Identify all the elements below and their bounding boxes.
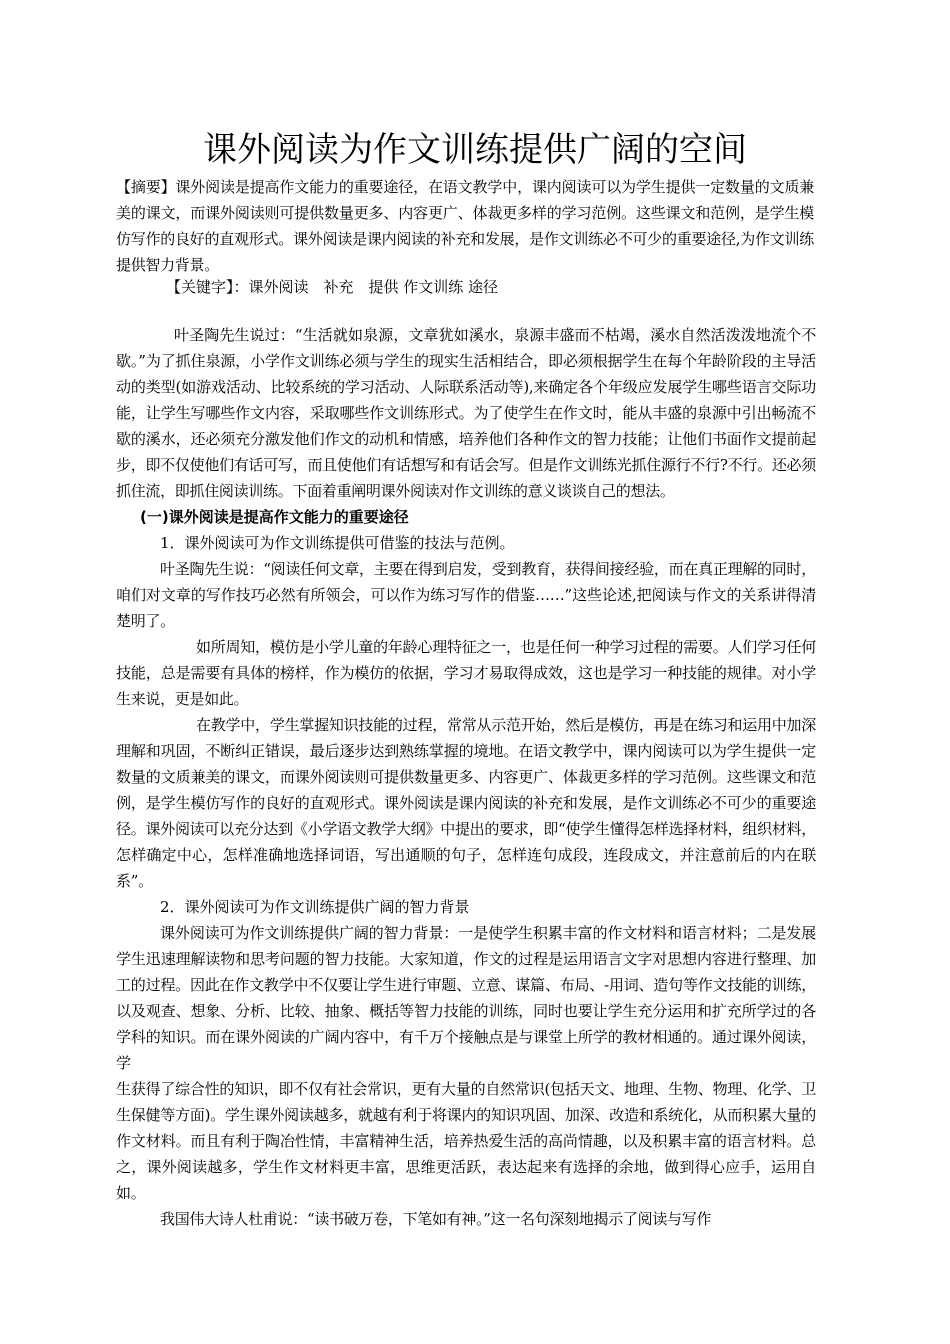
paragraph-quote: 叶圣陶先生说：“阅读任何文章，主要在得到启发，受到教育，获得间接经验，而在真正理解的同时，咱们对文章的写作技巧必然有所领会，可以作为练习写作的借鉴……”这些论述,把阅读与作文的关系讲得清楚明了。 [116, 560, 816, 630]
keywords: 【关键字】：课外阅读 补充 提供 作文训练 途径 [166, 278, 499, 296]
paragraph-intro: 叶圣陶先生说过：“生活就如泉源，文章犹如溪水，泉源丰盛而不枯竭，溪水自然活泼泼地流个不歇。”为了抓住泉源，小学作文训练必须与学生的现实生活相结合，即必须根据学生在每个年龄阶段的主导活动的类型(如游戏活动、比较系统的学习活动、人际联系活动等),来确定各个年级应发展学生哪些语言交际功能，让学生写哪些作文内容，采取哪些作文训练形式。为了使学生在作文时，能从丰盛的泉源中引出畅流不歇的溪水，还必须充分激发他们作文的动机和情感，培养他们各种作文的智力技能；让他们书面作文提前起步，即不仅使他们有话可写，而且使他们有话想写和有话会写。但是作文训练光抓住源行不行?不行。还必须抓住流，即抓住阅读训练。下面着重阐明课外阅读对作文训练的意义谈谈自己的想法。 [116, 326, 816, 500]
section-heading-1: (一)课外阅读是提高作文能力的重要途径 [140, 508, 409, 526]
abstract-text: 【摘要】课外阅读是提高作文能力的重要途径，在语文教学中，课内阅读可以为学生提供一定数量的文质兼美的课文，而课外阅读则可提供数量更多、内容更广、体裁更多样的学习范例。这些课文和范例，是学生模仿写作的良好的直观形式。课外阅读是课内阅读的补充和发展，是作文训练必不可少的重要途径,为作文训练提供智力背景。 [116, 178, 814, 274]
subsection-heading-2: 2．课外阅读可为作文训练提供广阔的智力背景 [160, 898, 470, 916]
page-title: 课外阅读为作文训练提供广阔的空间 [203, 130, 747, 170]
paragraph-teaching: 在教学中，学生掌握知识技能的过程，常常从示范开始，然后是模仿，再是在练习和运用中加深理解和巩固，不断纠正错误，最后逐步达到熟练掌握的境地。在语文教学中，课内阅读可以为学生提供一定数量的文质兼美的课文，而课外阅读则可提供数量更多、内容更广、体裁更多样的学习范例。这些课文和范例，是学生模仿写作的良好的直观形式。课外阅读是课内阅读的补充和发展，是作文训练必不可少的重要途径。课外阅读可以充分达到《小学语文教学大纲》中提出的要求，即“使学生懂得怎样选择材料，组织材料，怎样确定中心，怎样准确地选择词语，写出通顺的句子，怎样连句成段，连段成文，并注意前后的内在联系”。 [116, 716, 816, 890]
subsection-heading-1: 1．课外阅读可为作文训练提供可借鉴的技法与范例。 [160, 534, 515, 552]
abstract [116, 174, 814, 278]
article-body [116, 322, 816, 1232]
paragraph-background: 课外阅读可为作文训练提供广阔的智力背景：一是使学生积累丰富的作文材料和语言材料；二是发展学生迅速理解读物和思考问题的智力技能。大家知道，作文的过程是运用语言文字对思想内容进行整理、加工的过程。因此在作文教学中不仅要让学生进行审题、立意、谋篇、布局、-用词、造句等作文技能的训练，以及观查、想象、分析、比较、抽象、概括等智力技能的训练，同时也要让学生充分运用和扩充所学过的各学科的知识。而在课外阅读的广阔内容中，有千万个接触点是与课堂上所学的教材相通的。通过课外阅读，学 [116, 924, 816, 1072]
paragraph-knowledge: 生获得了综合性的知识，即不仅有社会常识，更有大量的自然常识(包括天文、地理、生物、物理、化学、卫生保健等方面)。学生课外阅读越多，就越有利于将课内的知识巩固、加深、改造和系统化，从而积累大量的作文材料。而且有利于陶冶性情，丰富精神生活，培养热爱生活的高尚情趣，以及积累丰富的语言材料。总之，课外阅读越多，学生作文材料更丰富，思维更活跃，表达起来有选择的余地，做到得心应手，运用自如。 [116, 1080, 816, 1202]
paragraph-imitation: 如所周知，模仿是小学儿童的年龄心理特征之一，也是任何一种学习过程的需要。人们学习任何技能，总是需要有具体的榜样，作为模仿的依据，学习才易取得成效，这也是学习一种技能的规律。对小学生来说，更是如此。 [116, 638, 816, 708]
paragraph-dufu: 我国伟大诗人杜甫说：“读书破万卷，下笔如有神。”这一名句深刻地揭示了阅读与写作 [160, 1210, 712, 1228]
